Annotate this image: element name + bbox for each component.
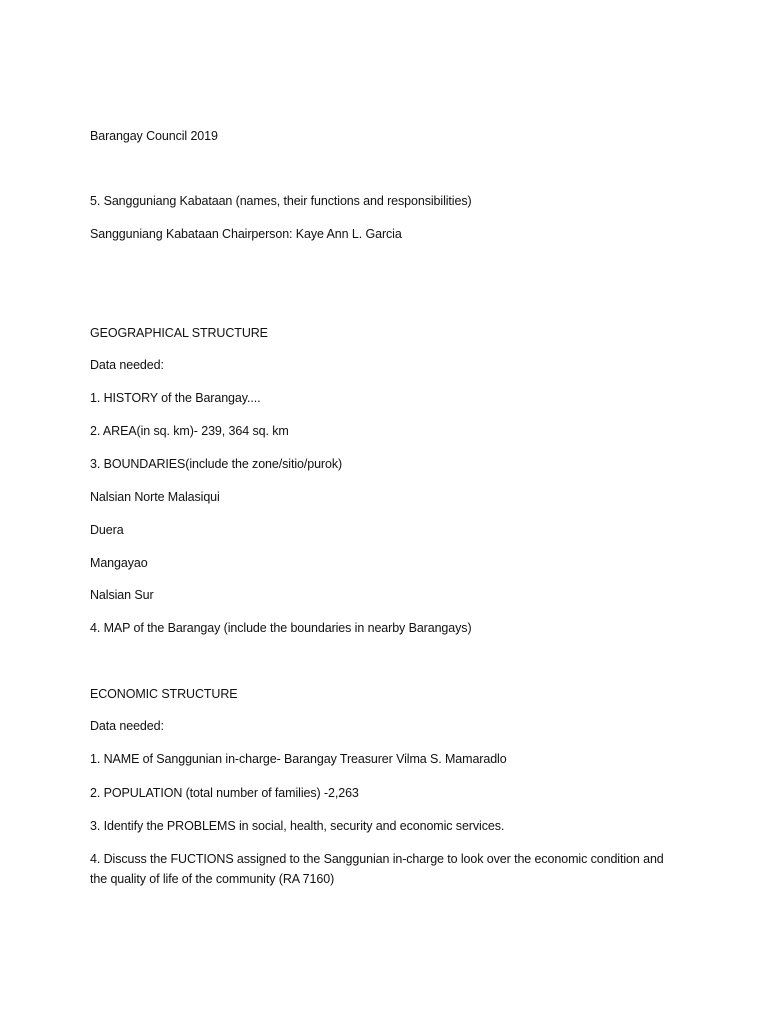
econ-heading: ECONOMIC STRUCTURE [90,687,238,701]
sk-chairperson: Sangguniang Kabataan Chairperson: Kaye Ann L. Garcia [90,227,402,241]
boundary-mangayao: Mangayao [90,556,148,570]
geo-heading: GEOGRAPHICAL STRUCTURE [90,326,268,340]
econ-item-name: 1. NAME of Sanggunian in-charge- Barangay Treasurer Vilma S. Mamaradlo [90,752,507,766]
geo-item-boundaries: 3. BOUNDARIES(include the zone/sitio/purok) [90,457,343,471]
geo-item-history: 1. HISTORY of the Barangay.... [90,391,261,405]
econ-item-functions: 4. Discuss the FUCTIONS assigned to the Sanggunian in-charge to look over the economic condition and the quality of life of the community (RA 7160) [90,852,664,886]
econ-data-needed: Data needed: [90,719,164,733]
geo-data-needed: Data needed: [90,358,164,372]
boundary-duera: Duera [90,523,124,537]
econ-item-problems: 3. Identify the PROBLEMS in social, health, security and economic services. [90,819,505,833]
boundary-nalsian-sur: Nalsian Sur [90,588,154,602]
boundary-nalsian-norte: Nalsian Norte Malasiqui [90,490,220,504]
econ-item-population: 2. POPULATION (total number of families) -2,263 [90,786,359,800]
geo-item-map: 4. MAP of the Barangay (include the boundaries in nearby Barangays) [90,621,472,635]
document-title: Barangay Council 2019 [90,129,218,143]
geo-item-area: 2. AREA(in sq. km)- 239, 364 sq. km [90,424,289,438]
sk-heading: 5. Sangguniang Kabataan (names, their functions and responsibilities) [90,194,472,208]
